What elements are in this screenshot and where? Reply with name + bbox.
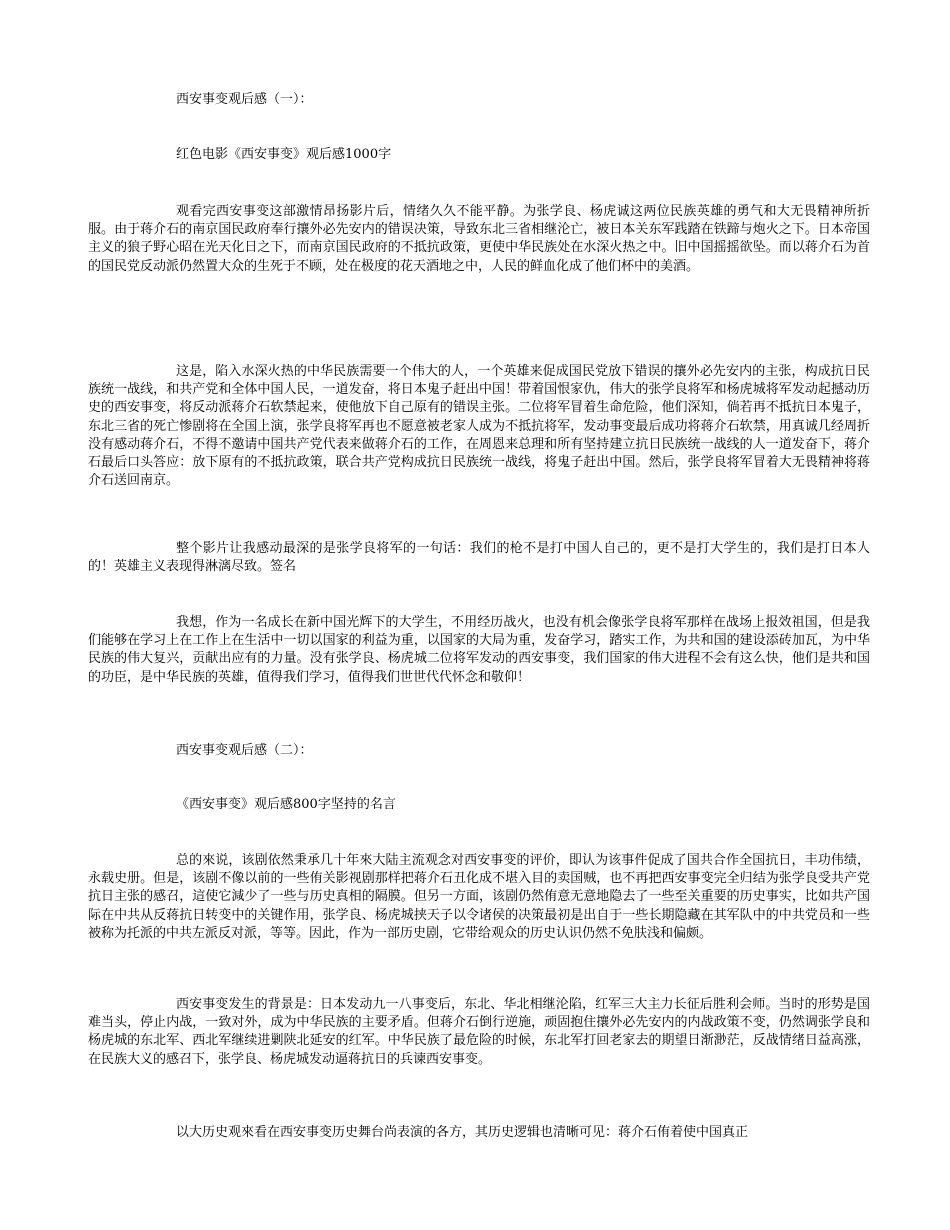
subheading-part-two: 《西安事变》观后感800字坚持的名言 xyxy=(176,797,396,812)
paragraph-2: 这是，陷入水深火热的中华民族需要一个伟大的人，一个英雄来促成国民党放下错误的攘外必先安内的主张，构成抗日民族统一战线，和共产党和全体中国人民，一道发奋，将日本鬼子赶出中国！带着国恨家仇，伟大的张学良将军和杨虎城将军发动起撼动历史的西安事变，将反动派蒋介石软禁起来，使他放下自己原有的错误主张。二位将军冒着生命危险，他们深知，倘若再不抵抗日本鬼子，东北三省的死亡惨剧将在全国上演，张学良将军再也不愿意被老家人成为不抵抗将军，发动事变最后成功将蒋介石软禁，用真诚几经周折没有感动蒋介石，不得不邀请中国共产党代表来做蒋介石的工作，在周恩来总理和所有坚持建立抗日民族统一战线的人一道发奋下，蒋介石最后口头答应：放下原有的不抵抗政策，联合共产党构成抗日民族统一战线，将鬼子赶出中国。然后，张学良将军冒着大无畏精神将蒋介石送回南京。 xyxy=(88,364,870,489)
paragraph-3: 整个影片让我感动最深的是张学良将军的一句话：我们的枪不是打中国人自己的，更不是打大学生的，我们是打日本人的！英雄主义表现得淋漓尽致。签名 xyxy=(88,541,870,575)
paragraph-6: 西安事变发生的背景是：日本发动九一八事变后，东北、华北相继沦陷，红军三大主力长征后胜利会师。当时的形势是国难当头，停止内战，一致对外，成为中华民族的主要矛盾。但蒋介石倒行逆施，顽固抱住攘外必先安内的内战政策不变，仍然调张学良和杨虎城的东北军、西北军继续进剿陕北延安的红军。中华民族了最危险的时候，东北军打回老家去的期望日渐渺茫，反战情绪日益高涨，在民族大义的感召下，张学良、杨虎城发动逼蒋抗日的兵谏西安事变。 xyxy=(88,997,870,1067)
paragraph-7: 以大历史观來看在西安事变历史舞台尚表演的各方，其历史逻辑也清晰可见：蒋介石侑着使中国真正 xyxy=(176,1125,749,1140)
heading-part-one: 西安事变观后感（一）： xyxy=(176,92,313,107)
heading-part-two: 西安事变观后感（二）： xyxy=(176,743,313,758)
paragraph-4: 我想，作为一名成长在新中国光辉下的大学生，不用经历战火，也没有机会像张学良将军那样在战场上报效祖国，但是我们能够在学习上在工作上在生活中一切以国家的利益为重，以国家的大局为重，发奋学习，踏实工作，为共和国的建设添砖加瓦，为中华民族的伟大复兴，贡献出应有的力量。没有张学良、杨虎城二位将军发动的西安事变，我们国家的伟大进程不会有这么快，他们是共和国的功臣，是中华民族的英雄，值得我们学习，值得我们世世代代怀念和敬仰！ xyxy=(88,615,870,685)
paragraph-5: 总的來说，该剧依然秉承几十年來大陆主流观念对西安事变的评价，即认为该事件促成了国共合作全国抗日，丰功伟绩，永载史册。但是，该剧不像以前的一些侑关影视剧那样把蒋介石丑化成不堪入目的卖国贼，也不再把西安事变完全归结为张学良受共产党抗日主张的感召，這使它減少了一些与历史真相的隔膜。但另一方面，该剧仍然侑意无意地隐去了一些至关重要的历史事实，比如共产国际在中共从反蒋抗日转变中的关键作用，张学良、杨虎城挟天子以令诸侯的决策最初是出自于一些长期隐藏在其军队中的中共党员和一些被称为托派的中共左派反对派，等等。因此，作为一部历史剧，它带给观众的历史认识仍然不免肤浅和偏颇。 xyxy=(88,853,870,941)
subheading-part-one: 红色电影《西安事变》观后感1000字 xyxy=(176,147,392,162)
paragraph-1: 观看完西安事变这部激情昂扬影片后，情绪久久不能平静。为张学良、杨虎诚这两位民族英雄的勇气和大无畏精神所折服。由于蒋介石的南京国民政府奉行攘外必先安内的错误决策，导致东北三省相继沦亡，被日本关东军践踏在铁蹄与炮火之下。日本帝国主义的狼子野心昭在光天化日之下，而南京国民政府的不抵抗政策，更使中华民族处在水深火热之中。旧中国摇摇欲坠。而以蒋介石为首的国民党反动派仍然置大众的生死于不顾，处在极度的花天酒地之中，人民的鲜血化成了他们杯中的美酒。 xyxy=(88,204,870,274)
